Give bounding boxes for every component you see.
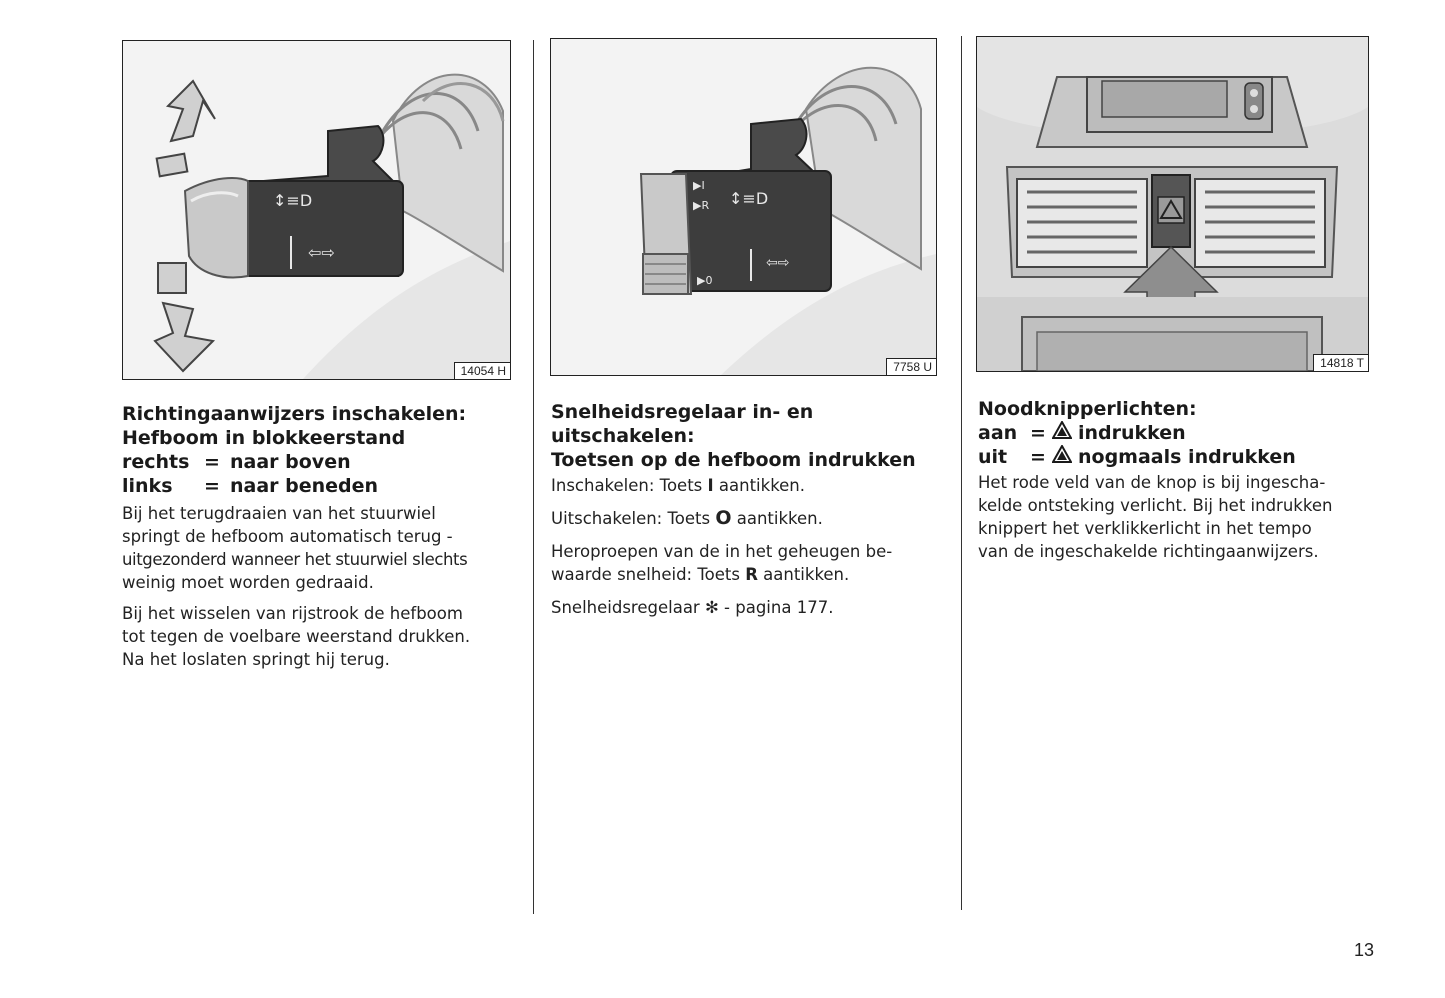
text-line: weinig moet worden gedraaid. (122, 573, 374, 592)
hazard-on-row (978, 421, 1378, 445)
hazard-off-row (978, 445, 1378, 469)
text-line (551, 563, 951, 586)
text-line: Na het loslaten springt hij terug. (122, 650, 390, 669)
text-segment: waarde snelheid: Toets (551, 565, 746, 584)
text-segment: Uitschakelen: Toets (551, 509, 716, 528)
hazard-description-paragraph (978, 471, 1378, 563)
row-value: naar boven (230, 451, 351, 473)
text-segment: Inschakelen: Toets (551, 476, 708, 495)
text-segment: - pagina 177. (718, 598, 834, 617)
row-equals: = (204, 451, 220, 473)
svg-text:↕≡D: ↕≡D (273, 191, 313, 210)
lane-change-paragraph (122, 602, 522, 671)
column-divider-2 (961, 36, 962, 910)
right-column (978, 397, 1378, 563)
svg-text:↕≡D: ↕≡D (729, 189, 769, 208)
figure-cruise-control-lever (550, 38, 937, 376)
cruise-heading-line-2: uitschakelen: (551, 425, 695, 447)
row-key: uit (978, 446, 1008, 468)
row-equals: = (1030, 422, 1046, 444)
switch-off-paragraph (551, 507, 951, 530)
key-label: O (715, 507, 732, 529)
hazard-heading: Noodknipperlichten: (978, 398, 1197, 420)
text-segment: aantikken. (713, 476, 806, 495)
dashboard-illustration (977, 37, 1368, 371)
svg-text:⇦⇨: ⇦⇨ (308, 243, 335, 262)
figure-code: 14054 H (454, 362, 510, 379)
text-line: uitgezonderd wanneer het stuurwiel slechts (122, 550, 468, 569)
switch-on-paragraph (551, 474, 951, 497)
cruise-heading-line-3: Toetsen op de hefboom indrukken (551, 449, 916, 471)
left-column (122, 402, 522, 671)
figure-code: 14818 T (1313, 354, 1368, 371)
row-key: links (122, 475, 173, 497)
row-value: indrukken (1078, 422, 1186, 444)
cross-reference-paragraph (551, 596, 951, 619)
figure-code: 7758 U (886, 358, 936, 375)
lever-lock-heading: Hefboom in blokkeerstand (122, 427, 406, 449)
row-value: nogmaals indrukken (1078, 446, 1296, 468)
text-segment: aantikken. (731, 509, 823, 528)
text-line: Bij het terugdraaien van het stuurwiel (122, 504, 436, 523)
row-value: naar beneden (230, 475, 379, 497)
text-line: springt de hefboom automatisch terug - (122, 527, 453, 546)
middle-column (551, 400, 951, 619)
key-label: I (707, 476, 714, 495)
cruise-lever-illustration (551, 39, 936, 375)
text-line: tot tegen de voelbare weerstand drukken. (122, 627, 471, 646)
svg-text:▶0: ▶0 (697, 274, 713, 287)
svg-text:⇦⇨: ⇦⇨ (766, 255, 790, 271)
text-segment: Snelheidsregelaar (551, 598, 705, 617)
turn-signal-heading: Richtingaanwijzers inschakelen: (122, 403, 467, 425)
text-line: Heroproepen van de in het geheugen be- (551, 542, 893, 561)
svg-text:▶I: ▶I (693, 179, 705, 192)
text-line: knippert het verklikkerlicht in het tempo (978, 519, 1312, 538)
left-signal-row (122, 474, 522, 498)
asterisk-icon: ✻ (704, 598, 719, 617)
figure-hazard-switch (976, 36, 1369, 372)
key-label: R (745, 565, 758, 584)
text-line: van de ingeschakelde richtingaanwijzers. (978, 542, 1319, 561)
svg-text:▶R: ▶R (693, 199, 710, 212)
row-key: rechts (122, 451, 190, 473)
hazard-triangle-icon (1052, 445, 1072, 463)
resume-paragraph (551, 540, 951, 586)
hazard-triangle-icon (1052, 421, 1072, 439)
text-segment: aantikken. (757, 565, 850, 584)
cruise-heading-line-1: Snelheidsregelaar in- en (551, 401, 814, 423)
row-equals: = (1030, 446, 1046, 468)
auto-return-paragraph (122, 502, 522, 594)
text-line: kelde ontsteking verlicht. Bij het indrukken (978, 496, 1333, 515)
figure-turn-signal-lever (122, 40, 511, 380)
text-line: Bij het wisselen van rijstrook de hefboom (122, 604, 463, 623)
row-key: aan (978, 422, 1018, 444)
row-equals: = (204, 475, 220, 497)
text-line: Het rode veld van de knop is bij ingescha- (978, 473, 1326, 492)
lever-illustration (123, 41, 510, 379)
page-number: 13 (1354, 940, 1375, 960)
right-signal-row (122, 450, 522, 474)
column-divider-1 (533, 40, 534, 914)
